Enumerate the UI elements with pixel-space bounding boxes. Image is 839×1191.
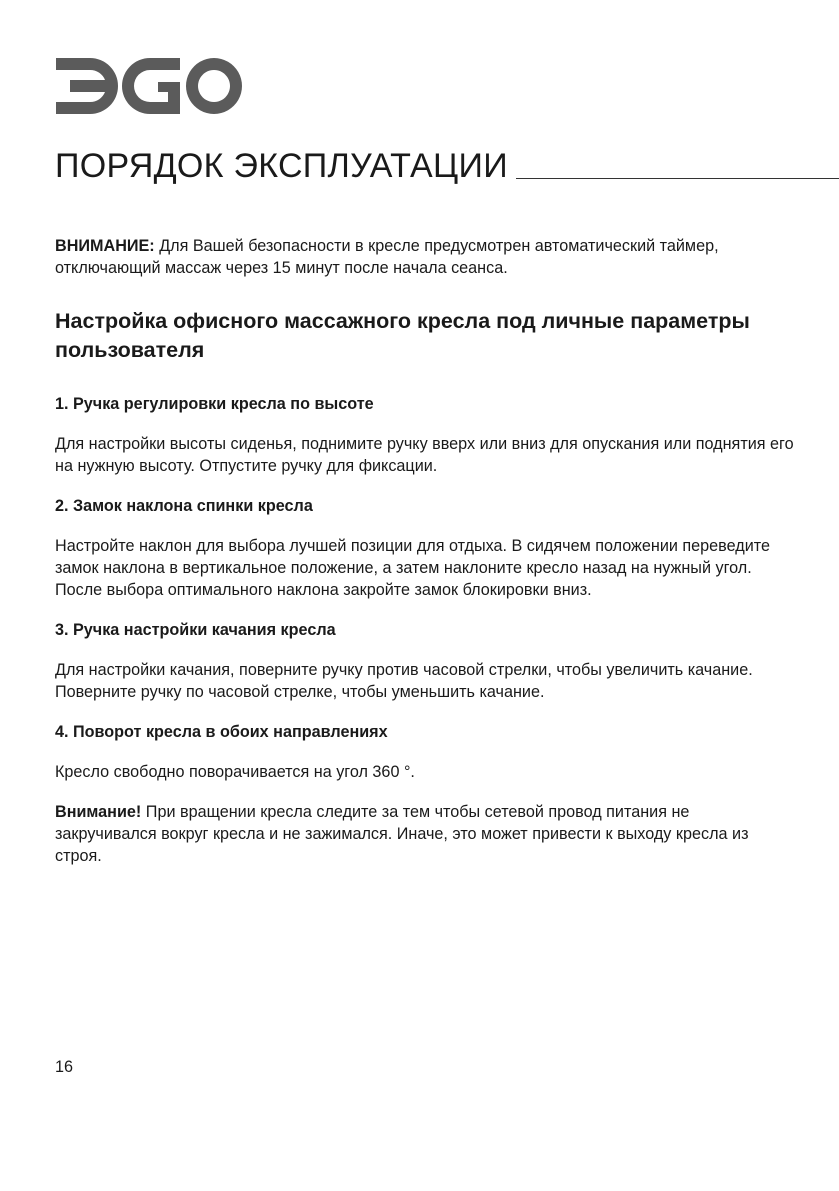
subsection-body-swivel: Кресло свободно поворачивается на угол 360 °. <box>55 763 415 781</box>
section-heading: Настройка офисного массажного кресла под личные параметры пользователя <box>55 309 750 362</box>
subsection-title-rocking: 3. Ручка настройки качания кресла <box>55 621 336 639</box>
subsection-title-swivel: 4. Поворот кресла в обоих направлениях <box>55 723 388 741</box>
content <box>55 235 795 867</box>
subsection-title-height: 1. Ручка регулировки кресла по высоте <box>55 395 374 413</box>
page-title-row <box>55 146 839 186</box>
intro-warning-text: Для Вашей безопасности в кресле предусмотрен автоматический таймер, отключающий массаж через 15 минут после начала сеанса. <box>55 237 719 277</box>
subsection-body-height: Для настройки высоты сиденья, поднимите ручку вверх или вниз для опускания или поднятия его на нужную высоту. Отпустите ручку для фиксации. <box>55 435 794 475</box>
subsection-body-tilt-lock: Настройте наклон для выбора лучшей позиции для отдыха. В сидячем положении переведите замок наклона в вертикальное положение, а затем наклоните кресло назад на нужный угол. После выбора оптимального наклона закройте замок блокировки вниз. <box>55 537 770 599</box>
page-title: ПОРЯДОК ЭКСПЛУАТАЦИИ <box>55 147 508 185</box>
logo-letter-o <box>186 58 242 114</box>
logo-letter-g <box>122 58 180 114</box>
subsection-title-tilt-lock: 2. Замок наклона спинки кресла <box>55 497 313 515</box>
subsection-body-rocking: Для настройки качания, поверните ручку против часовой стрелки, чтобы увеличить качание. Поверните ручку по часовой стрелке, чтобы уменьшить качание. <box>55 661 753 701</box>
final-warning <box>55 801 795 867</box>
title-underline <box>516 178 839 179</box>
brand-logo <box>54 56 244 116</box>
page-number: 16 <box>55 1058 74 1076</box>
final-warning-label: Внимание! <box>55 803 142 821</box>
intro-warning <box>55 235 795 279</box>
logo-letter-e <box>56 58 118 114</box>
intro-warning-label: ВНИМАНИЕ: <box>55 237 155 255</box>
final-warning-text: При вращении кресла следите за тем чтобы сетевой провод питания не закручивался вокруг кресла и не зажимался. Иначе, это может привести к выходу кресла из строя. <box>55 803 749 865</box>
